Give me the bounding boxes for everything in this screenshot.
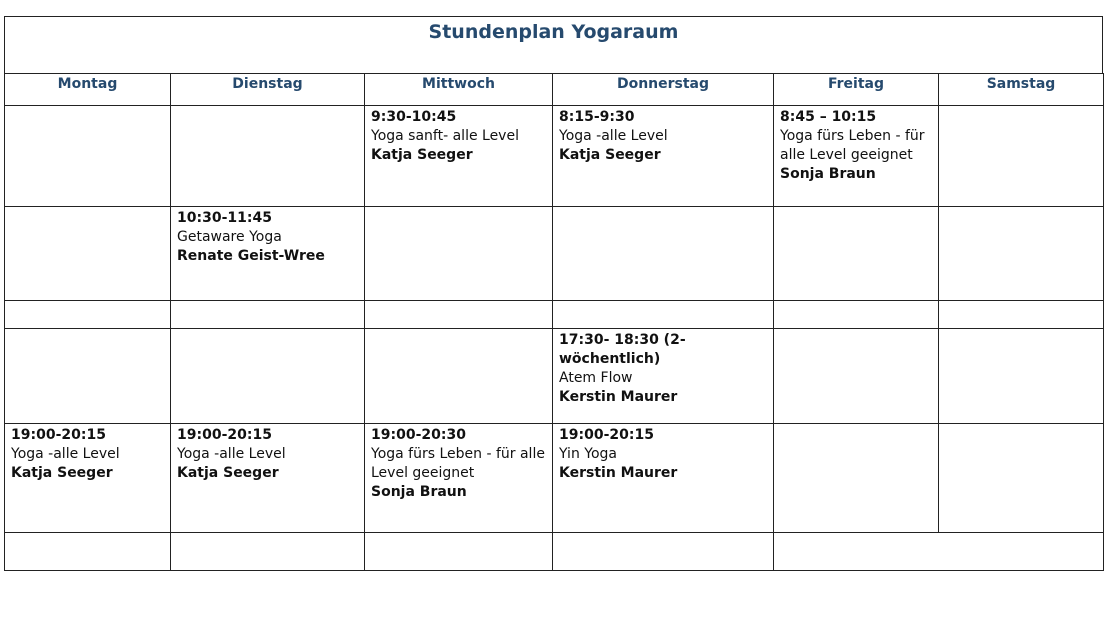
empty-cell [365, 301, 553, 329]
title-box [4, 16, 1103, 74]
empty-cell [774, 207, 939, 301]
empty-cell [171, 301, 365, 329]
class-teacher: Katja Seeger [11, 465, 113, 481]
class-name: Yoga fürs Leben - für alle Level geeignet [371, 446, 545, 481]
class-time: 8:45 – 10:15 [780, 109, 877, 125]
table-row [5, 301, 1104, 329]
empty-cell [939, 301, 1104, 329]
empty-cell [553, 533, 774, 571]
class-name: Yin Yoga [559, 446, 617, 462]
class-slot [774, 106, 939, 207]
day-header-mittwoch: Mittwoch [365, 74, 553, 106]
empty-cell [774, 533, 1104, 571]
empty-cell [171, 106, 365, 207]
class-name: Atem Flow [559, 370, 633, 386]
class-teacher: Kerstin Maurer [559, 389, 678, 405]
class-name: Yoga -alle Level [559, 128, 668, 144]
empty-cell [365, 533, 553, 571]
empty-cell [365, 207, 553, 301]
day-header-donnerstag: Donnerstag [553, 74, 774, 106]
table-row [5, 329, 1104, 424]
class-name: Yoga -alle Level [11, 446, 120, 462]
class-name: Getaware Yoga [177, 229, 282, 245]
class-slot [365, 106, 553, 207]
table-row [5, 424, 1104, 533]
table-row [5, 106, 1104, 207]
header-row [5, 74, 1104, 106]
class-name: Yoga fürs Leben - für alle Level geeignet [780, 128, 925, 163]
empty-cell [553, 301, 774, 329]
day-header-freitag: Freitag [774, 74, 939, 106]
class-teacher: Kerstin Maurer [559, 465, 678, 481]
empty-cell [939, 424, 1104, 533]
class-teacher: Katja Seeger [559, 147, 661, 163]
class-slot [171, 207, 365, 301]
class-time: 10:30-11:45 [177, 210, 272, 226]
day-header-samstag: Samstag [939, 74, 1104, 106]
empty-cell [5, 106, 171, 207]
day-header-dienstag: Dienstag [171, 74, 365, 106]
empty-cell [171, 329, 365, 424]
empty-cell [5, 207, 171, 301]
class-slot [553, 424, 774, 533]
class-slot [365, 424, 553, 533]
page-title: Stundenplan Yogaraum [428, 21, 679, 43]
empty-cell [553, 207, 774, 301]
class-slot [553, 106, 774, 207]
day-header-montag: Montag [5, 74, 171, 106]
class-teacher: Renate Geist-Wree [177, 248, 325, 264]
class-name: Yoga -alle Level [177, 446, 286, 462]
class-time: 9:30-10:45 [371, 109, 457, 125]
table-row [5, 207, 1104, 301]
schedule-table [4, 73, 1104, 571]
schedule-sheet [4, 16, 1103, 572]
empty-cell [774, 329, 939, 424]
empty-cell [365, 329, 553, 424]
class-slot [553, 329, 774, 424]
empty-cell [171, 533, 365, 571]
empty-cell [774, 424, 939, 533]
class-teacher: Sonja Braun [780, 166, 876, 182]
class-slot [171, 424, 365, 533]
table-row [5, 533, 1104, 571]
class-time: 19:00-20:15 [177, 427, 272, 443]
empty-cell [939, 106, 1104, 207]
class-time: 17:30- 18:30 (2-wöchentlich) [559, 332, 686, 367]
class-teacher: Katja Seeger [177, 465, 279, 481]
empty-cell [774, 301, 939, 329]
empty-cell [939, 329, 1104, 424]
class-teacher: Sonja Braun [371, 484, 467, 500]
empty-cell [5, 301, 171, 329]
class-time: 19:00-20:15 [559, 427, 654, 443]
empty-cell [5, 533, 171, 571]
class-name: Yoga sanft- alle Level [371, 128, 519, 144]
class-time: 8:15-9:30 [559, 109, 635, 125]
class-teacher: Katja Seeger [371, 147, 473, 163]
empty-cell [5, 329, 171, 424]
class-time: 19:00-20:15 [11, 427, 106, 443]
class-time: 19:00-20:30 [371, 427, 466, 443]
class-slot [5, 424, 171, 533]
empty-cell [939, 207, 1104, 301]
